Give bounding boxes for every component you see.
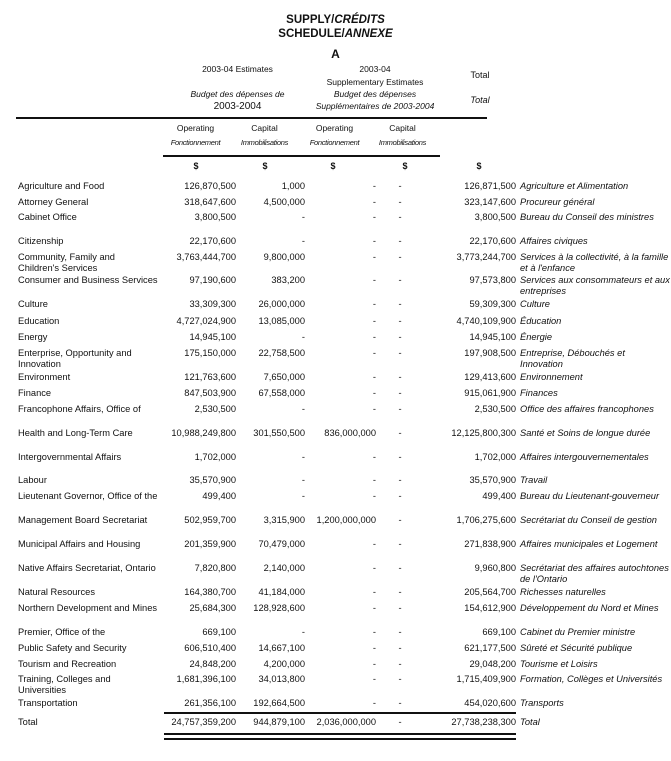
supp-operating: -	[372, 236, 376, 246]
ministry-name-fr: Entreprise, Débouchés et Innovation	[520, 348, 625, 369]
ministry-name: Natural Resources	[18, 587, 95, 597]
capital: 26,000,000	[258, 299, 305, 309]
ministry-name: Premier, Office of the	[18, 627, 106, 637]
total-capital: 944,879,100	[253, 717, 305, 727]
ministry-name: Environment	[18, 372, 71, 382]
total-top-rule	[164, 712, 516, 714]
supp-operating: -	[372, 674, 376, 684]
ministry-name-fr: Finances	[520, 388, 558, 398]
unit-scap: $	[402, 161, 408, 171]
supp-operating: -	[372, 659, 376, 669]
supp-operating: -	[372, 181, 376, 191]
operating: 22,170,600	[189, 236, 236, 246]
subheader-rule	[163, 155, 440, 157]
supp-operating: 1,200,000,000	[316, 515, 376, 525]
ministry-name: Management Board Secretariat	[18, 515, 148, 525]
ministry-name: Energy	[18, 332, 48, 342]
total-supp-operating: 2,036,000,000	[316, 717, 376, 727]
operating: 14,945,100	[189, 332, 236, 342]
operating: 3,800,500	[194, 212, 236, 222]
col-op-fr: Fonctionnement	[170, 138, 221, 147]
supp-capital: -	[398, 428, 402, 438]
ministry-name-fr: Affaires intergouvernementales	[520, 452, 649, 462]
capital: 7,650,000	[263, 372, 305, 382]
total: 3,800,500	[474, 212, 516, 222]
ministry-name: Health and Long-Term Care	[18, 428, 133, 438]
supp-year: 2003-04	[359, 64, 391, 74]
total: 22,170,600	[469, 236, 516, 246]
supp-operating: -	[372, 452, 376, 462]
supp-operating: -	[372, 539, 376, 549]
ministry-name: Francophone Affairs, Office of	[18, 404, 141, 414]
col-cap-fr: Immobilisations	[240, 138, 289, 147]
operating: 175,150,000	[184, 348, 236, 358]
total-en: Total	[470, 70, 490, 80]
capital: -	[301, 491, 305, 501]
capital: -	[301, 404, 305, 414]
ministry-name-fr: Environnement	[520, 372, 583, 382]
ministry-name-fr: Services à la collectivité, à la famille et à l'enfance	[520, 252, 669, 273]
total-supp-capital: -	[398, 717, 402, 727]
capital: -	[301, 627, 305, 637]
ministry-name-fr: Culture	[520, 299, 550, 309]
ministry-name-fr: Développement du Nord et Mines	[520, 603, 659, 613]
supp-operating: -	[372, 404, 376, 414]
supp-operating: -	[372, 491, 376, 501]
ministry-name-fr: Éducation	[520, 316, 562, 326]
ministry-name: Public Safety and Security	[18, 643, 127, 653]
total: 14,945,100	[469, 332, 516, 342]
supp-capital: -	[398, 212, 402, 222]
ministry-name: Municipal Affairs and Housing	[18, 539, 141, 549]
supp-operating: -	[372, 603, 376, 613]
supp-operating: -	[372, 475, 376, 485]
ministry-name-fr: Procureur général	[520, 197, 595, 207]
operating: 10,988,249,800	[171, 428, 236, 438]
supp-capital: -	[398, 659, 402, 669]
title	[0, 14, 671, 26]
supp-capital: -	[398, 181, 402, 191]
operating: 318,647,600	[184, 197, 236, 207]
total-operating: 24,757,359,200	[171, 717, 236, 727]
supp-operating: -	[372, 252, 376, 262]
ministry-name: Community, Family and Children's Services	[18, 252, 115, 273]
total: 197,908,500	[464, 348, 516, 358]
unit-sop: $	[330, 161, 336, 171]
operating: 847,503,900	[184, 388, 236, 398]
total: 59,309,300	[469, 299, 516, 309]
ministry-name: Consumer and Business Services	[18, 275, 158, 285]
operating: 7,820,800	[194, 563, 236, 573]
ministry-name: Labour	[18, 475, 47, 485]
operating: 24,848,200	[189, 659, 236, 669]
ministry-name-fr: Affaires municipales et Logement	[520, 539, 658, 549]
total: 499,400	[482, 491, 516, 501]
operating: 1,681,396,100	[176, 674, 236, 684]
supp-capital: -	[398, 388, 402, 398]
supp-capital: -	[398, 587, 402, 597]
capital: 14,667,100	[258, 643, 305, 653]
capital: 70,479,000	[258, 539, 305, 549]
total: 129,413,600	[464, 372, 516, 382]
total-label: Total	[18, 717, 38, 727]
total: 205,564,700	[464, 587, 516, 597]
total: 1,715,409,900	[456, 674, 516, 684]
ministry-name-fr: Travail	[520, 475, 548, 485]
capital: -	[301, 236, 305, 246]
schedule-fr: ANNEXE	[344, 28, 393, 40]
operating: 502,959,700	[184, 515, 236, 525]
supp-capital: -	[398, 197, 402, 207]
capital: 383,200	[271, 275, 305, 285]
capital: 3,315,900	[263, 515, 305, 525]
unit-cap: $	[262, 161, 268, 171]
supp-operating: -	[372, 332, 376, 342]
total: 669,100	[482, 627, 516, 637]
ministry-name-fr: Affaires civiques	[520, 236, 588, 246]
capital: 128,928,600	[253, 603, 305, 613]
title-en: SUPPLY/	[286, 14, 335, 26]
supp-capital: -	[398, 252, 402, 262]
total: 2,530,500	[474, 404, 516, 414]
operating: 3,763,444,700	[176, 252, 236, 262]
total-double-rule-1	[164, 733, 516, 735]
supp-operating: -	[372, 372, 376, 382]
ministry-name: Transportation	[18, 698, 78, 708]
total: 35,570,900	[469, 475, 516, 485]
operating: 25,684,300	[189, 603, 236, 613]
ministry-name-fr: Bureau du Conseil des ministres	[520, 212, 654, 222]
capital: 4,200,000	[263, 659, 305, 669]
col-sop-fr: Fonctionnement	[309, 138, 360, 147]
estimates-fr-2: 2003-2004	[213, 101, 262, 112]
title-fr: CRÉDITS	[334, 14, 385, 26]
supp-capital: -	[398, 627, 402, 637]
supp-operating: -	[372, 197, 376, 207]
operating: 4,727,024,900	[176, 316, 236, 326]
unit-op: $	[193, 161, 199, 171]
capital: 67,558,000	[258, 388, 305, 398]
operating: 1,702,000	[194, 452, 236, 462]
total: 29,048,200	[469, 659, 516, 669]
unit-total: $	[476, 161, 482, 171]
operating: 606,510,400	[184, 643, 236, 653]
total: 1,706,275,600	[456, 515, 516, 525]
capital: -	[301, 475, 305, 485]
capital: 2,140,000	[263, 563, 305, 573]
total: 9,960,800	[474, 563, 516, 573]
supp-capital: -	[398, 316, 402, 326]
supp-fr-2: Supplémentaires de 2003-2004	[315, 101, 435, 111]
ministry-name: Intergovernmental Affairs	[18, 452, 122, 462]
operating: 669,100	[202, 627, 236, 637]
ministry-name-fr: Sûreté et Sécurité publique	[520, 643, 633, 653]
capital: 13,085,000	[258, 316, 305, 326]
total-fr: Total	[470, 95, 490, 105]
supp-capital: -	[398, 643, 402, 653]
ministry-name: Lieutenant Governor, Office of the	[18, 491, 158, 501]
ministry-name-fr: Richesses naturelles	[520, 587, 606, 597]
supp-en: Supplementary Estimates	[326, 77, 424, 87]
ministry-name: Attorney General	[18, 197, 89, 207]
grand-total: 27,738,238,300	[451, 717, 516, 727]
supp-operating: -	[372, 275, 376, 285]
supp-capital: -	[398, 372, 402, 382]
operating: 33,309,300	[189, 299, 236, 309]
ministry-name-fr: Transports	[520, 698, 564, 708]
ministry-name-fr: Formation, Collèges et Universités	[520, 674, 663, 684]
supp-capital: -	[398, 674, 402, 684]
operating: 126,870,500	[184, 181, 236, 191]
ministry-name-fr: Services aux consommateurs et aux entreprises	[520, 275, 670, 296]
ministry-name: Northern Development and Mines	[18, 603, 158, 613]
ministry-name: Citizenship	[18, 236, 64, 246]
supp-capital: -	[398, 404, 402, 414]
supp-operating: -	[372, 316, 376, 326]
operating: 164,380,700	[184, 587, 236, 597]
supp-operating: -	[372, 563, 376, 573]
operating: 2,530,500	[194, 404, 236, 414]
schedule-title	[0, 28, 671, 40]
total-label-fr: Total	[520, 717, 540, 727]
ministry-name-fr: Bureau du Lieutenant-gouverneur	[520, 491, 660, 501]
ministry-name: Agriculture and Food	[18, 181, 105, 191]
col-op-en: Operating	[176, 123, 215, 133]
header-rule	[16, 117, 487, 119]
total: 323,147,600	[464, 197, 516, 207]
capital: 1,000	[281, 181, 305, 191]
supp-capital: -	[398, 236, 402, 246]
ministry-name: Training, Colleges and Universities	[18, 674, 111, 695]
ministry-name: Culture	[18, 299, 48, 309]
supp-capital: -	[398, 515, 402, 525]
supp-capital: -	[398, 452, 402, 462]
supp-operating: -	[372, 643, 376, 653]
col-scap-en: Capital	[389, 123, 416, 133]
supp-capital: -	[398, 563, 402, 573]
operating: 35,570,900	[189, 475, 236, 485]
supp-operating: -	[372, 627, 376, 637]
operating: 97,190,600	[189, 275, 236, 285]
supp-capital: -	[398, 603, 402, 613]
capital: 22,758,500	[258, 348, 305, 358]
capital: -	[301, 332, 305, 342]
estimates-en: 2003-04 Estimates	[202, 64, 273, 74]
supp-operating: -	[372, 348, 376, 358]
supp-capital: -	[398, 475, 402, 485]
total: 4,740,109,900	[456, 316, 516, 326]
ministry-name-fr: Secrétariat du Conseil de gestion	[520, 515, 657, 525]
schedule-letter: A	[331, 47, 340, 61]
ministry-name: Education	[18, 316, 60, 326]
supp-capital: -	[398, 275, 402, 285]
capital: 301,550,500	[253, 428, 305, 438]
supp-capital: -	[398, 299, 402, 309]
total: 915,061,900	[464, 388, 516, 398]
capital: 41,184,000	[258, 587, 305, 597]
total: 454,020,600	[464, 698, 516, 708]
total: 3,773,244,700	[456, 252, 516, 262]
ministry-name: Cabinet Office	[18, 212, 77, 222]
total-double-rule-2	[164, 738, 516, 740]
operating: 499,400	[202, 491, 236, 501]
total: 12,125,800,300	[451, 428, 516, 438]
capital: -	[301, 212, 305, 222]
operating: 261,356,100	[184, 698, 236, 708]
col-cap-en: Capital	[251, 123, 278, 133]
supp-operating: -	[372, 212, 376, 222]
ministry-name-fr: Secrétariat des affaires autochtones de l'Ontario	[520, 563, 669, 584]
supp-fr-1: Budget des dépenses	[333, 89, 417, 99]
supp-operating: -	[372, 698, 376, 708]
capital: 9,800,000	[263, 252, 305, 262]
supp-capital: -	[398, 332, 402, 342]
supp-capital: -	[398, 491, 402, 501]
ministry-name: Finance	[18, 388, 52, 398]
capital: -	[301, 452, 305, 462]
ministry-name-fr: Cabinet du Premier ministre	[520, 627, 636, 637]
operating: 201,359,900	[184, 539, 236, 549]
supp-operating: -	[372, 299, 376, 309]
ministry-name-fr: Santé et Soins de longue durée	[520, 428, 651, 438]
schedule-en: SCHEDULE/	[278, 28, 345, 40]
total: 126,871,500	[464, 181, 516, 191]
ministry-name-fr: Énergie	[520, 332, 553, 342]
supp-operating: -	[372, 587, 376, 597]
estimates-fr-1: Budget des dépenses de	[190, 89, 285, 99]
ministry-name-fr: Agriculture et Alimentation	[520, 181, 629, 191]
supp-capital: -	[398, 348, 402, 358]
total: 271,838,900	[464, 539, 516, 549]
supp-operating: 836,000,000	[324, 428, 376, 438]
operating: 121,763,600	[184, 372, 236, 382]
supp-operating: -	[372, 388, 376, 398]
capital: 34,013,800	[258, 674, 305, 684]
ministry-name: Tourism and Recreation	[18, 659, 117, 669]
ministry-name-fr: Office des affaires francophones	[520, 404, 654, 414]
total: 154,612,900	[464, 603, 516, 613]
col-scap-fr: Immobilisations	[378, 138, 427, 147]
ministry-name: Native Affairs Secretariat, Ontario	[18, 563, 156, 573]
supp-capital: -	[398, 539, 402, 549]
total: 1,702,000	[474, 452, 516, 462]
ministry-name-fr: Tourisme et Loisirs	[520, 659, 598, 669]
ministry-name: Enterprise, Opportunity and Innovation	[18, 348, 132, 369]
col-sop-en: Operating	[315, 123, 354, 133]
total: 621,177,500	[464, 643, 516, 653]
total: 97,573,800	[469, 275, 516, 285]
supp-capital: -	[398, 698, 402, 708]
capital: 192,664,500	[253, 698, 305, 708]
capital: 4,500,000	[263, 197, 305, 207]
